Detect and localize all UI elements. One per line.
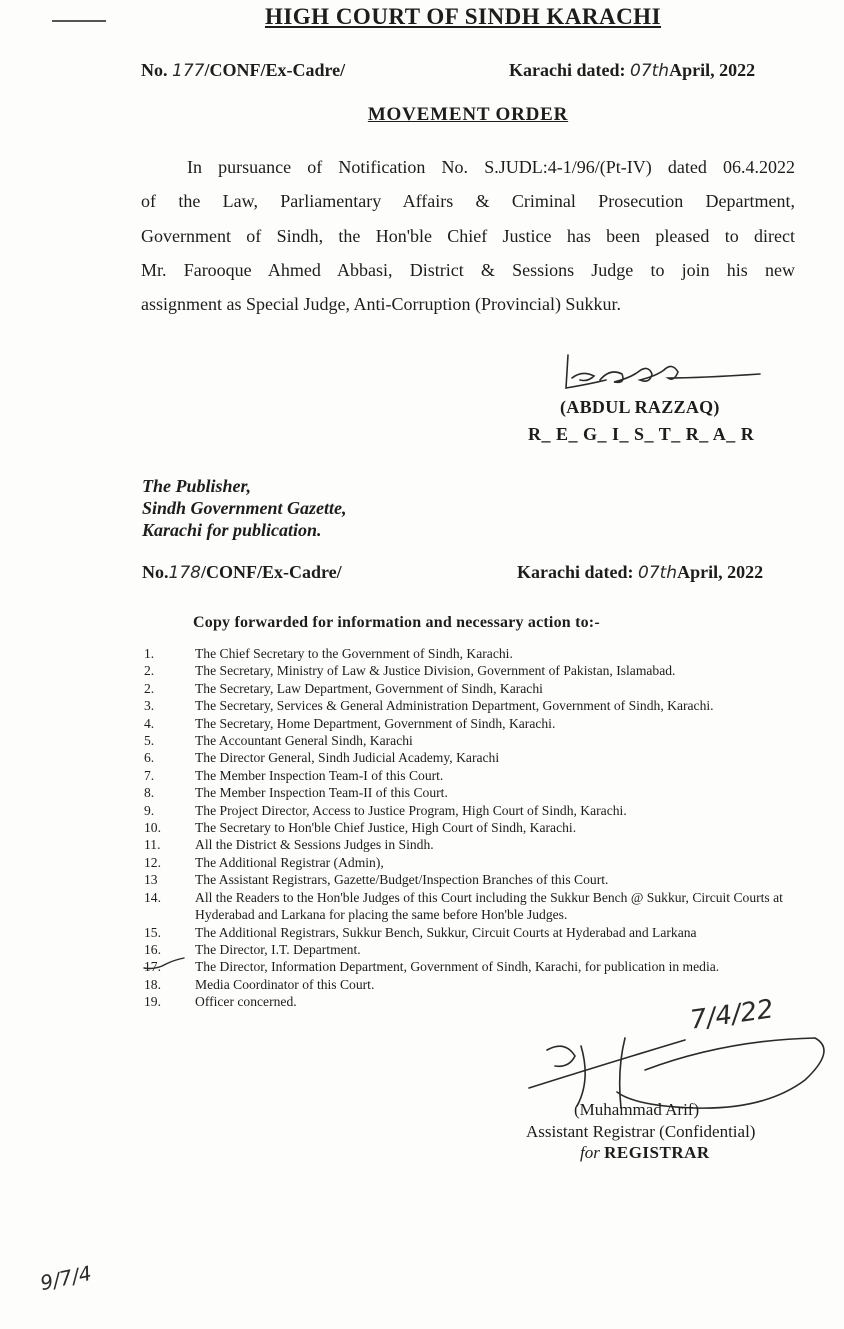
- ref-prefix: No.: [141, 60, 168, 80]
- list-item-text: The Secretary, Home Department, Government of Sindh, Karachi.: [195, 715, 556, 731]
- list-item-number: 18.: [144, 976, 161, 992]
- date-handwritten-day: 07th: [630, 61, 670, 81]
- list-item-number: 13: [144, 872, 158, 888]
- list-item-text: The Assistant Registrars, Gazette/Budget/Inspection Branches of this Court.: [195, 872, 609, 888]
- list-item-text: The Member Inspection Team-II of this Court.: [195, 785, 448, 801]
- assistant-registrar-designation: Assistant Registrar (Confidential): [526, 1122, 756, 1141]
- handwritten-tick-mark: [142, 956, 186, 974]
- registrar-signature: [560, 350, 770, 400]
- copy-list: [144, 645, 804, 1011]
- order-title: MOVEMENT ORDER: [367, 104, 569, 125]
- list-item-number: 16.: [144, 941, 161, 957]
- handwritten-date: 7/4/22: [688, 994, 776, 1036]
- ref-handwritten-number: 177: [172, 61, 205, 81]
- registrar-designation: R_ E_ G_ I_ S_ T_ R_ A_ R: [528, 424, 755, 444]
- reference-number: [141, 60, 345, 81]
- order-body-line: In pursuance of Notification No. S.JUDL:4-1/96/(Pt-IV) dated 06.4.2022: [187, 157, 795, 177]
- publisher-line: Sindh Government Gazette,: [142, 498, 347, 518]
- ref-suffix: /CONF/Ex-Cadre/: [204, 60, 346, 80]
- list-item: [144, 767, 804, 784]
- list-item-number: 2.: [144, 663, 155, 679]
- copy-date: [517, 562, 763, 583]
- ref-handwritten-number: 178: [168, 563, 201, 583]
- list-item: [144, 854, 804, 871]
- list-item-text: The Project Director, Access to Justice Program, High Court of Sindh, Karachi.: [195, 802, 627, 818]
- list-item: [144, 871, 804, 888]
- order-body: [141, 150, 795, 321]
- list-item-text: Officer concerned.: [195, 994, 297, 1010]
- order-body-line: assignment as Special Judge, Anti-Corruption (Provincial) Sukkur.: [141, 294, 621, 315]
- list-item: [144, 836, 804, 853]
- order-date: [509, 60, 755, 81]
- date-suffix: April, 2022: [669, 60, 756, 80]
- assistant-registrar-name: (Muhammad Arif): [574, 1100, 700, 1119]
- list-item-text: The Member Inspection Team-I of this Court.: [195, 767, 444, 783]
- list-item-text: The Accountant General Sindh, Karachi: [195, 733, 413, 749]
- list-item: [144, 784, 804, 801]
- copy-reference-number: [142, 562, 342, 583]
- list-item: [144, 732, 804, 749]
- list-item-text: The Director, Information Department, Government of Sindh, Karachi, for publication in media.: [195, 959, 720, 975]
- list-item-number: 3.: [144, 698, 155, 714]
- list-item: [144, 680, 804, 697]
- list-item-text: The Secretary, Services & General Administration Department, Government of Sindh, Karachi.: [195, 698, 714, 714]
- list-item-text: The Secretary to Hon'ble Chief Justice, High Court of Sindh, Karachi.: [195, 820, 577, 836]
- court-title: HIGH COURT OF SINDH KARACHI: [264, 4, 662, 29]
- list-item-text: The Secretary, Law Department, Government of Sindh, Karachi: [195, 680, 543, 696]
- list-item-number: 11.: [144, 837, 161, 853]
- list-item: [144, 958, 804, 975]
- list-item-number: 19.: [144, 994, 161, 1010]
- list-item-text: All the Readers to the Hon'ble Judges of this Court including the Sukkur Bench @ Sukkur, Circuit Courts at Hyderabad and Larkana for placing the same before Hon'ble Judges.: [195, 889, 783, 923]
- list-item: [144, 802, 804, 819]
- list-item: [144, 941, 804, 958]
- list-item-number: 5.: [144, 733, 155, 749]
- for-registrar-label: REGISTRAR: [604, 1143, 710, 1162]
- list-item-number: 14.: [144, 889, 161, 905]
- order-body-line: of the Law, Parliamentary Affairs & Criminal Prosecution Department,: [141, 191, 795, 212]
- order-body-line: Government of Sindh, the Hon'ble Chief Justice has been pleased to direct: [141, 225, 795, 246]
- margin-handwritten-note: 9/7/4: [38, 1260, 94, 1296]
- date-prefix: Karachi dated:: [509, 60, 626, 80]
- list-item-number: 10.: [144, 820, 161, 836]
- date-prefix: Karachi dated:: [517, 562, 634, 582]
- publisher-line: The Publisher,: [142, 476, 252, 496]
- list-item-text: The Director General, Sindh Judicial Academy, Karachi: [195, 750, 500, 766]
- list-item-text: The Chief Secretary to the Government of Sindh, Karachi.: [195, 646, 513, 661]
- list-item: [144, 662, 804, 679]
- list-item: [144, 715, 804, 732]
- list-item-number: 12.: [144, 854, 161, 870]
- list-item-number: 6.: [144, 750, 155, 766]
- list-item-text: All the District & Sessions Judges in Sindh.: [195, 837, 434, 853]
- list-item-text: The Director, I.T. Department.: [195, 941, 361, 957]
- list-item: [144, 819, 804, 836]
- ref-prefix: No.: [142, 562, 169, 582]
- list-item: [144, 924, 804, 941]
- list-item-number: 15.: [144, 924, 161, 940]
- list-item-number: 4.: [144, 715, 155, 731]
- publisher-line: Karachi for publication.: [142, 520, 322, 540]
- list-item-number: 17.: [144, 959, 161, 975]
- list-item: [144, 697, 804, 714]
- date-handwritten-day: 07th: [638, 563, 678, 583]
- list-item-number: 9.: [144, 802, 155, 818]
- copy-list-heading: Copy forwarded for information and necessary action to:-: [193, 614, 600, 631]
- list-item: [144, 976, 804, 993]
- list-item-text: The Additional Registrars, Sukkur Bench, Sukkur, Circuit Courts at Hyderabad and Larkana: [195, 924, 697, 940]
- for-word: for: [580, 1143, 600, 1162]
- list-item-text: The Additional Registrar (Admin),: [195, 854, 384, 870]
- list-item-number: 8.: [144, 785, 155, 801]
- list-item-number: 1.: [144, 646, 155, 661]
- list-item-text: The Secretary, Ministry of Law & Justice Division, Government of Pakistan, Islamabad.: [195, 663, 676, 679]
- list-item-number: 2.: [144, 680, 155, 696]
- date-suffix: April, 2022: [677, 562, 764, 582]
- for-registrar: [580, 1143, 710, 1163]
- registrar-name: (ABDUL RAZZAQ): [560, 397, 720, 417]
- scan-mark: [52, 20, 106, 22]
- list-item-text: Media Coordinator of this Court.: [195, 976, 375, 992]
- list-item: [144, 645, 804, 662]
- ref-suffix: /CONF/Ex-Cadre/: [200, 562, 342, 582]
- order-body-line: Mr. Farooque Ahmed Abbasi, District & Sessions Judge to join his new: [141, 259, 795, 280]
- list-item: [144, 889, 804, 924]
- list-item: [144, 749, 804, 766]
- list-item-number: 7.: [144, 767, 155, 783]
